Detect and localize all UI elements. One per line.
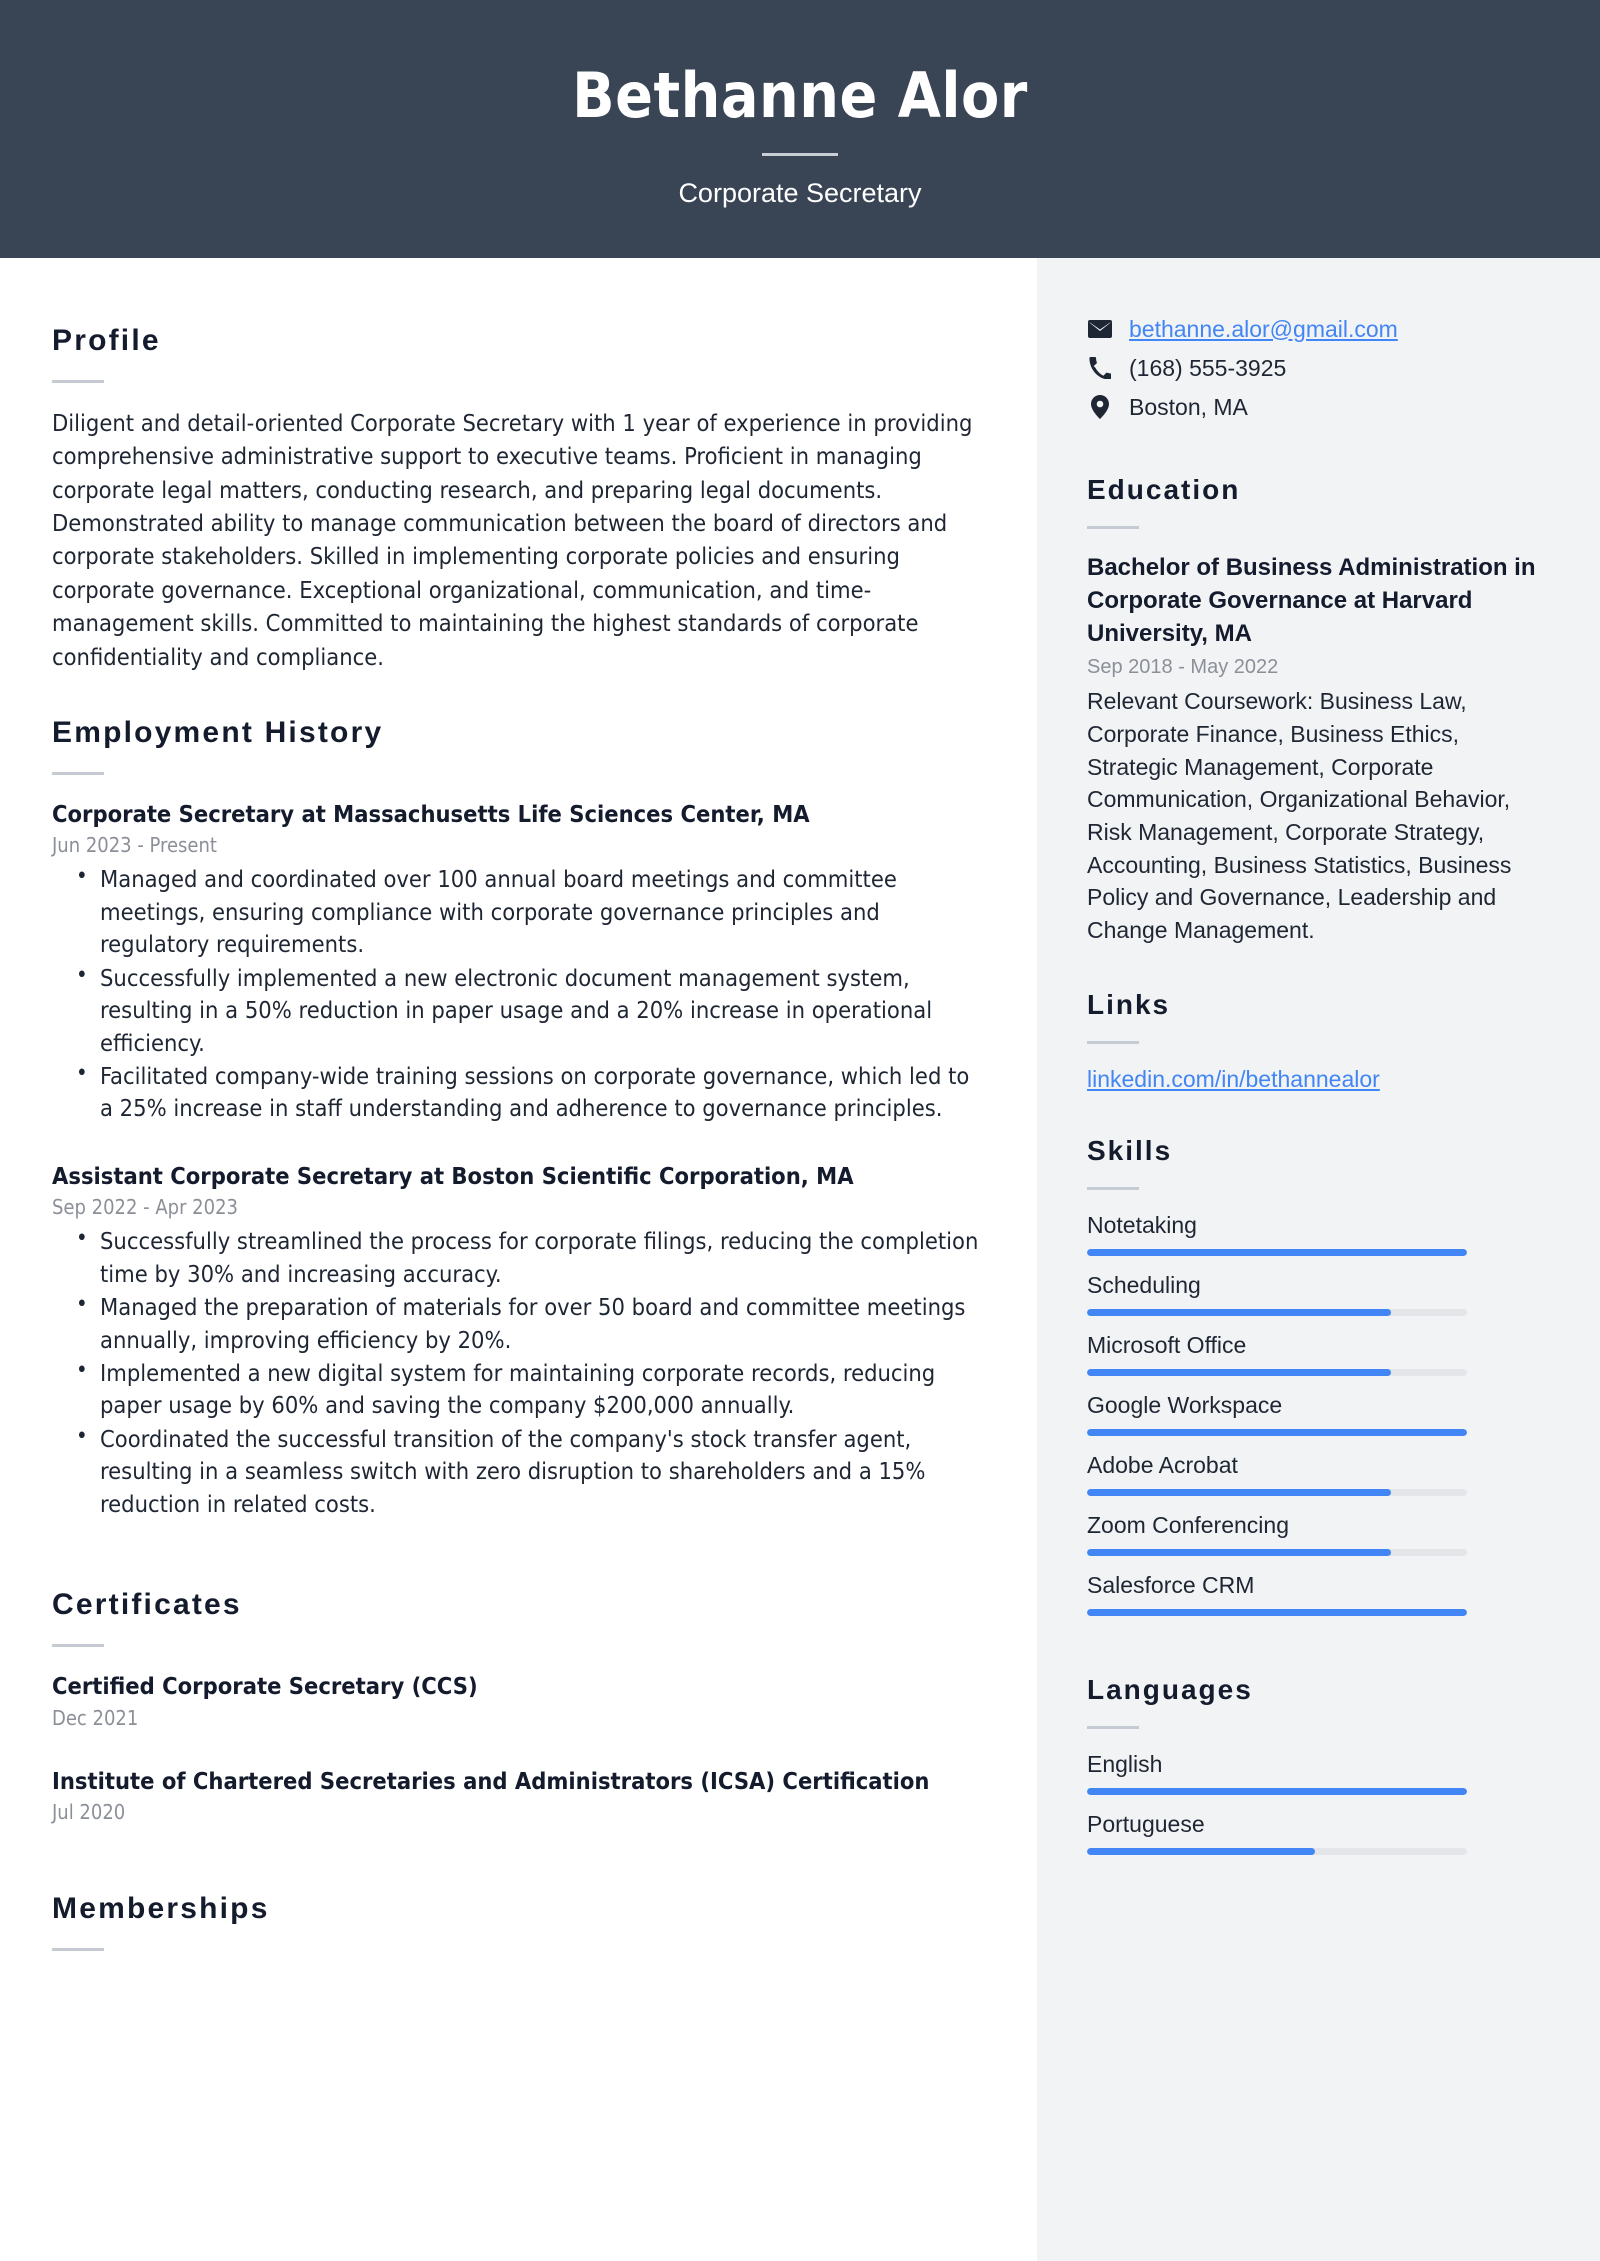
contact-details	[1087, 314, 1542, 422]
section-divider	[52, 380, 104, 383]
contact-location: Boston, MA	[1129, 393, 1248, 420]
section-certificates	[52, 1588, 985, 1824]
skill-label: Scheduling	[1087, 1271, 1201, 1298]
language-bar-fill	[1087, 1848, 1315, 1855]
skill-bar-fill	[1087, 1369, 1391, 1376]
page-title: Bethanne Alor	[572, 59, 1028, 133]
section-profile	[52, 324, 985, 674]
skill-label: Google Workspace	[1087, 1391, 1283, 1418]
certificate-title: Institute of Chartered Secretaries and Administrators (ICSA) Certification	[52, 1766, 930, 1795]
profile-text: Diligent and detail-oriented Corporate Secretary with 1 year of experience in providing comprehensive administrative support to executive teams. Proficient in managing corporate legal matters, conducting research, and preparing legal documents. Demonstrated ability to manage communication between the board of directors and corporate stakeholders. Skilled in implementing corporate policies and ensuring corporate governance. Exceptional organizational, communication, and time-management skills. Committed to maintaining the highest standards of corporate confidentiality and compliance.	[52, 409, 973, 671]
skill-item	[1087, 1272, 1542, 1316]
section-employment-history	[52, 716, 985, 1520]
main-column	[0, 258, 1037, 2261]
skill-item	[1087, 1512, 1542, 1556]
skill-label: Notetaking	[1087, 1211, 1197, 1238]
contact-row-email	[1087, 314, 1542, 344]
section-heading-certificates: Certificates	[52, 1588, 242, 1622]
phone-icon	[1087, 355, 1113, 381]
section-divider	[1087, 1187, 1139, 1190]
employment-title: Corporate Secretary at Massachusetts Life Sciences Center, MA	[52, 799, 810, 828]
resume-header	[0, 0, 1600, 258]
skill-item	[1087, 1332, 1542, 1376]
section-education	[1087, 474, 1542, 947]
list-item: • Facilitated company-wide training sessions on corporate governance, which led to a 25% increase in staff understanding and adherence to governance principles.	[100, 1060, 985, 1125]
education-degree: Bachelor of Business Administration in Corporate Governance at Harvard University, MA	[1087, 554, 1536, 648]
location-pin-icon	[1087, 394, 1113, 420]
list-item: • Successfully implemented a new electronic document management system, resulting in a 50% reduction in paper usage and a 20% increase in operational efficiency.	[100, 962, 985, 1059]
education-description: Relevant Coursework: Business Law, Corporate Finance, Business Ethics, Strategic Management, Corporate Communication, Organizational Behavior, Risk Management, Corporate Strategy, Accounting, Business Statistics, Business Policy and Governance, Leadership and Change Management.	[1087, 688, 1512, 943]
skill-bar-track	[1087, 1249, 1467, 1256]
section-heading-profile: Profile	[52, 324, 161, 357]
contact-row-phone	[1087, 353, 1542, 383]
sidebar-column	[1037, 258, 1600, 2261]
skill-bar-fill	[1087, 1309, 1391, 1316]
skill-bar-track	[1087, 1489, 1467, 1496]
skill-item	[1087, 1452, 1542, 1496]
language-label: Portuguese	[1087, 1810, 1205, 1837]
list-item: • Successfully streamlined the process for corporate filings, reducing the completion time by 30% and increasing accuracy.	[100, 1225, 985, 1290]
skill-bar-track	[1087, 1429, 1467, 1436]
skill-bar-fill	[1087, 1609, 1467, 1616]
employment-date: Sep 2022 - Apr 2023	[52, 1195, 238, 1220]
section-divider	[52, 1948, 104, 1951]
certificate-entry	[52, 1766, 985, 1825]
employment-bullets	[52, 863, 985, 1124]
skill-label: Salesforce CRM	[1087, 1571, 1255, 1598]
section-heading-education: Education	[1087, 474, 1241, 505]
language-item	[1087, 1751, 1542, 1795]
certificate-date: Jul 2020	[52, 1800, 126, 1825]
link-linkedin[interactable]: linkedin.com/in/bethannealor	[1087, 1065, 1380, 1092]
section-divider	[1087, 1041, 1139, 1044]
spacer	[52, 1740, 985, 1766]
employment-entry	[52, 799, 985, 1125]
employment-bullets	[52, 1225, 985, 1520]
contact-phone: (168) 555-3925	[1129, 354, 1287, 381]
skills-list	[1087, 1212, 1542, 1616]
skill-label: Adobe Acrobat	[1087, 1451, 1238, 1478]
section-divider	[52, 772, 104, 775]
spacer	[52, 1834, 985, 1892]
envelope-icon	[1087, 316, 1113, 342]
section-skills	[1087, 1135, 1542, 1616]
list-item: • Coordinated the successful transition of the company's stock transfer agent, resulting in a seamless switch with zero disruption to shareholders and a 15% reduction in related costs.	[100, 1423, 985, 1520]
language-bar-fill	[1087, 1788, 1467, 1795]
spacer	[52, 1530, 985, 1588]
employment-date: Jun 2023 - Present	[52, 833, 217, 858]
skill-bar-track	[1087, 1609, 1467, 1616]
language-bar-track	[1087, 1848, 1467, 1855]
header-job-title: Corporate Secretary	[678, 177, 922, 208]
section-heading-skills: Skills	[1087, 1134, 1173, 1166]
section-heading-languages: Languages	[1087, 1673, 1253, 1705]
section-divider	[1087, 1726, 1139, 1729]
employment-entry	[52, 1161, 985, 1520]
list-item: • Implemented a new digital system for maintaining corporate records, reducing paper usage by 60% and saving the company $200,000 annually.	[100, 1357, 985, 1422]
certificate-date: Dec 2021	[52, 1705, 139, 1730]
section-memberships	[52, 1892, 985, 1951]
section-heading-employment: Employment History	[52, 715, 384, 749]
languages-list	[1087, 1751, 1542, 1855]
spacer	[52, 674, 985, 716]
skill-bar-fill	[1087, 1549, 1391, 1556]
skill-bar-track	[1087, 1369, 1467, 1376]
spacer	[52, 1135, 985, 1161]
language-item	[1087, 1811, 1542, 1855]
skill-label: Zoom Conferencing	[1087, 1511, 1289, 1538]
skill-label: Microsoft Office	[1087, 1331, 1247, 1358]
language-label: English	[1087, 1750, 1163, 1777]
skill-bar-fill	[1087, 1429, 1467, 1436]
skill-bar-track	[1087, 1309, 1467, 1316]
contact-row-location	[1087, 392, 1542, 422]
skill-bar-track	[1087, 1549, 1467, 1556]
skill-bar-fill	[1087, 1489, 1391, 1496]
contact-email-link[interactable]: bethanne.alor@gmail.com	[1129, 315, 1398, 342]
spacer	[1087, 947, 1542, 989]
employment-title: Assistant Corporate Secretary at Boston Scientific Corporation, MA	[52, 1161, 854, 1190]
spacer	[1087, 1093, 1542, 1135]
education-date: Sep 2018 - May 2022	[1087, 656, 1279, 679]
list-item: • Managed the preparation of materials for over 50 board and committee meetings annually, improving efficiency by 20%.	[100, 1291, 985, 1356]
section-divider	[52, 1644, 104, 1647]
skill-bar-fill	[1087, 1249, 1467, 1256]
section-languages	[1087, 1674, 1542, 1855]
language-bar-track	[1087, 1788, 1467, 1795]
resume-body	[0, 258, 1600, 2261]
list-item: • Managed and coordinated over 100 annual board meetings and committee meetings, ensuring compliance with corporate governance principles and regulatory requirements.	[100, 863, 985, 960]
skill-item	[1087, 1572, 1542, 1616]
section-divider	[1087, 526, 1139, 529]
skill-item	[1087, 1212, 1542, 1256]
spacer	[1087, 1632, 1542, 1674]
certificate-title: Certified Corporate Secretary (CCS)	[52, 1672, 478, 1701]
section-links	[1087, 989, 1542, 1093]
section-heading-memberships: Memberships	[52, 1892, 270, 1926]
certificate-entry	[52, 1671, 985, 1730]
header-divider	[762, 153, 838, 156]
section-heading-links: Links	[1087, 988, 1171, 1020]
skill-item	[1087, 1392, 1542, 1436]
